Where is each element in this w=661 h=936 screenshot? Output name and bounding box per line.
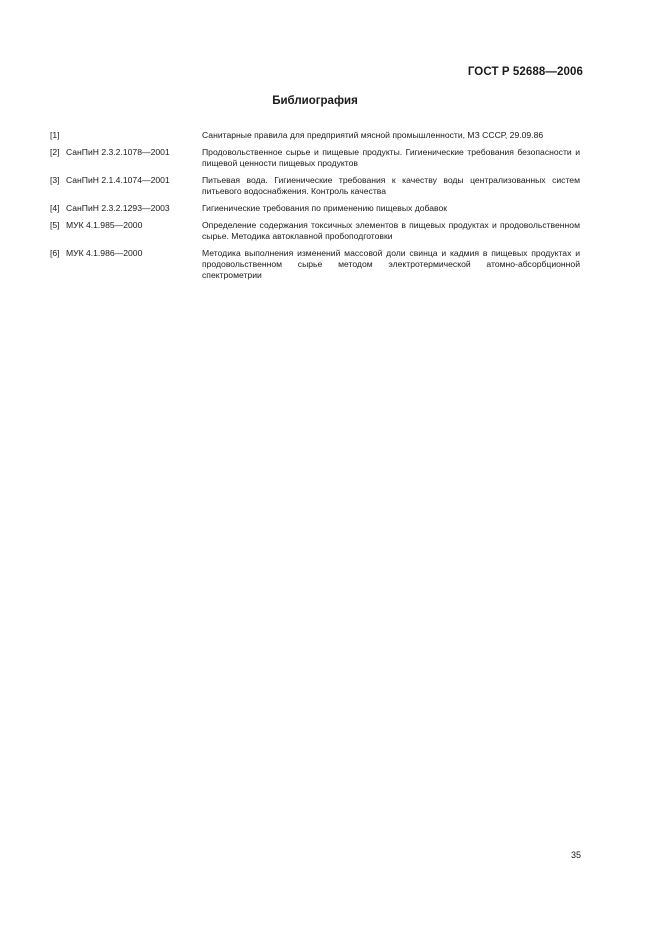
- bibliography-number: [3]: [50, 175, 60, 185]
- bibliography-text: Продовольственное сырье и пищевые продукты. Гигиенические требования безопасности и пищевой ценности пищевых продуктов: [202, 147, 580, 168]
- bibliography-ref: [50, 147, 202, 169]
- standard-designation: ГОСТ Р 52688—2006: [467, 66, 583, 78]
- bibliography-code: СанПиН 2.1.4.1074—2001: [65, 175, 170, 185]
- bibliography-text: Гигиенические требования по применению пищевых добавок: [202, 203, 448, 213]
- bibliography-ref: [50, 220, 202, 242]
- bibliography-code: СанПиН 2.3.2.1293—2003: [65, 203, 170, 213]
- bibliography-text: Санитарные правила для предприятий мясной промышленности, МЗ СССР, 29.09.86: [202, 130, 544, 140]
- bibliography-ref: [50, 130, 202, 141]
- bibliography-entry-6: [50, 248, 580, 281]
- bibliography-code: МУК 4.1.985—2000: [65, 220, 143, 230]
- bibliography-entry-5: [50, 220, 580, 242]
- bibliography-number: [6]: [50, 248, 60, 258]
- section-title: Библиография: [272, 95, 358, 107]
- bibliography-ref: [50, 175, 202, 197]
- bibliography-ref: [50, 248, 202, 281]
- bibliography-list: [50, 130, 580, 287]
- bibliography-number: [2]: [50, 147, 60, 157]
- page-number: 35: [570, 850, 581, 860]
- bibliography-entry-1: [50, 130, 580, 141]
- bibliography-number: [5]: [50, 220, 60, 230]
- bibliography-ref: [50, 203, 202, 214]
- bibliography-number: [4]: [50, 203, 60, 213]
- bibliography-number: [1]: [50, 130, 60, 140]
- bibliography-text: Методика выполнения изменений массовой доли свинца и кадмия в пищевых продуктах и продовольственном сырье методом электротермической атомно-абсорбционной спектрометрии: [202, 248, 580, 280]
- bibliography-entry-4: [50, 203, 580, 214]
- bibliography-text: Определение содержания токсичных элементов в пищевых продуктах и продовольственном сырье. Методика автоклавной пробоподготовки: [202, 220, 580, 241]
- bibliography-code: МУК 4.1.986—2000: [65, 248, 143, 258]
- bibliography-entry-3: [50, 175, 580, 197]
- bibliography-entry-2: [50, 147, 580, 169]
- bibliography-code: СанПиН 2.3.2.1078—2001: [65, 147, 170, 157]
- bibliography-text: Питьевая вода. Гигиенические требования к качеству воды централизованных систем питьевого водоснабжения. Контроль качества: [202, 175, 580, 196]
